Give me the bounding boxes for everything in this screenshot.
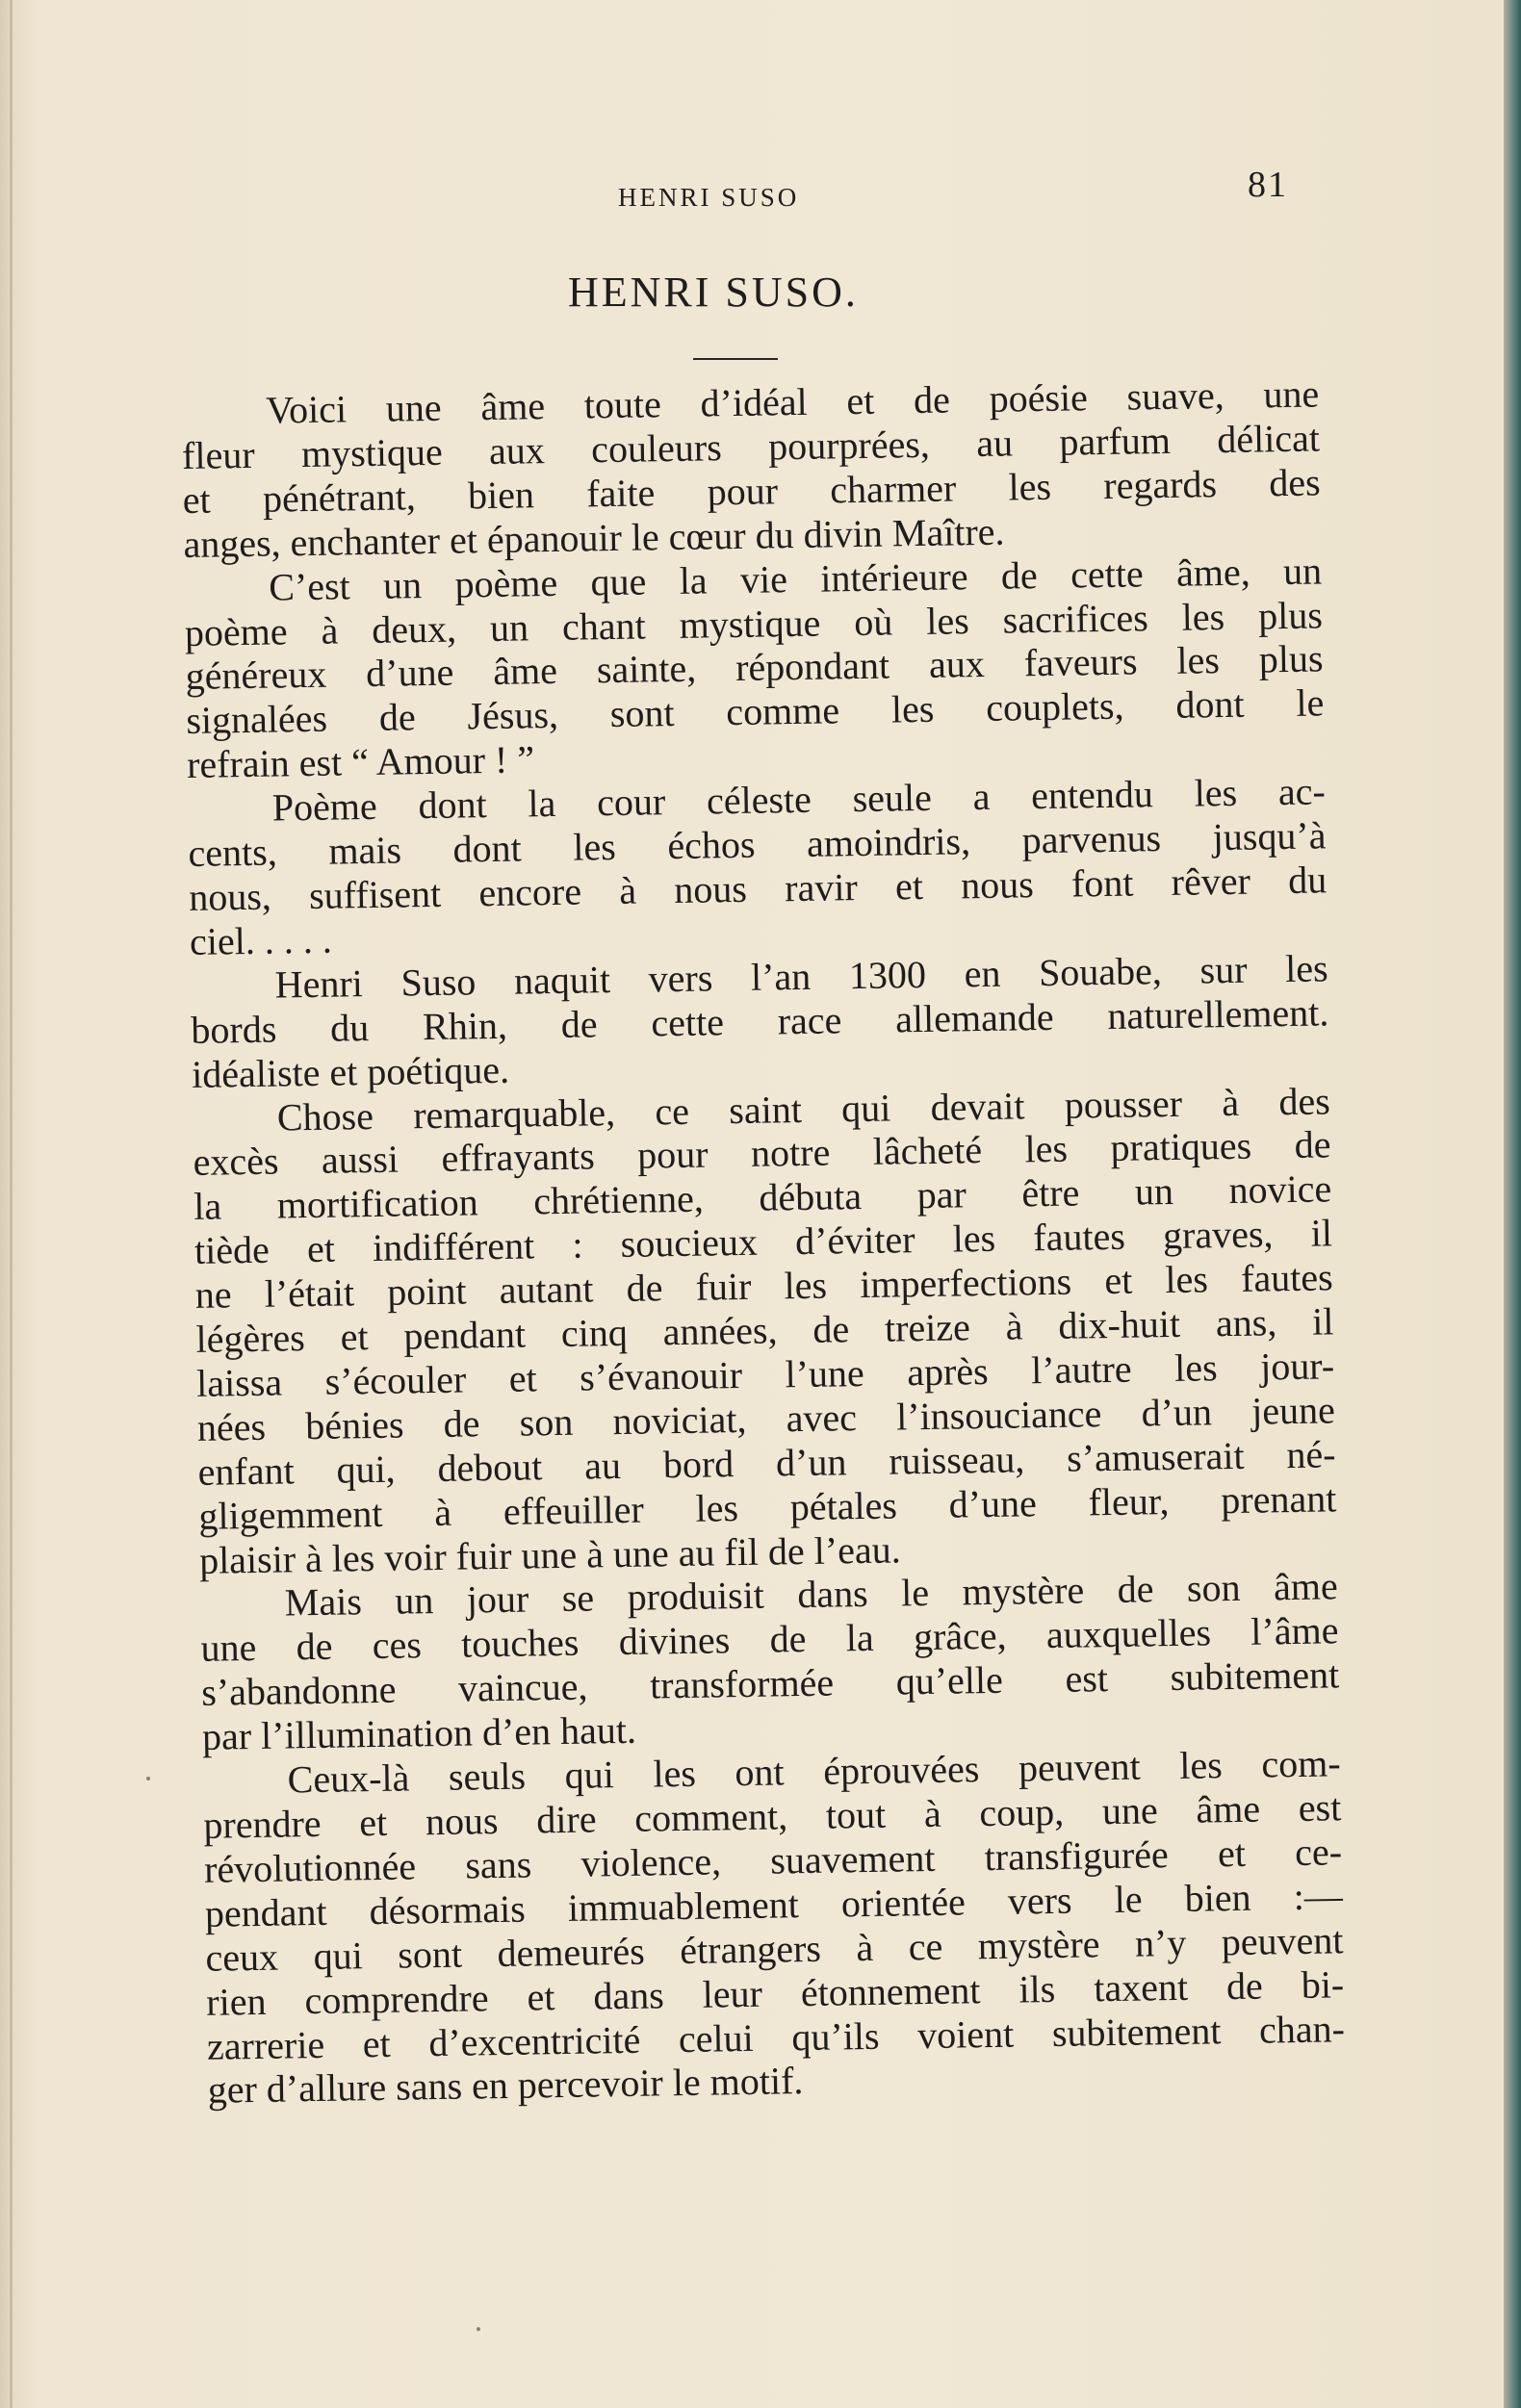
page-number: 81 (1248, 165, 1288, 205)
text-line: une de ces touches divines de la grâce, auxquelles l’âme (200, 1608, 1339, 1671)
text-line: ciel. . . . . (189, 917, 333, 963)
text-line: ceux qui sont demeurés étrangers à ce mystère n’y peuvent (205, 1917, 1344, 1980)
text-line: Chose remarquable, ce saint qui devait pousser à des (276, 1078, 1331, 1140)
text-line: enfant qui, debout au bord d’un ruisseau, s’amuserait né- (197, 1432, 1336, 1494)
text-line: rien comprendre et dans leur étonnement ils taxent de bi- (205, 1961, 1345, 2024)
text-line: tiède et indifférent : soucieux d’éviter les fautes graves, il (193, 1211, 1333, 1273)
text-line: plaisir à les voir fuir une à une au fil de l’eau. (198, 1526, 901, 1582)
text-line: gligemment à effeuiller les pétales d’une fleur, prenant (198, 1475, 1337, 1538)
text-line: nées bénies de son noviciat, avec l’insouciance d’un jeune (196, 1388, 1336, 1449)
body-text (181, 371, 1346, 2113)
text-line: Mais un jour se produisit dans le mystère de son âme (284, 1564, 1339, 1625)
text-line: Poème dont la cour céleste seule a entendu les ac- (271, 769, 1327, 830)
text-line: C’est un poème que la vie intérieure de cette âme, un (268, 549, 1323, 609)
text-line: poème à deux, un chant mystique où les sacrifices les plus (184, 592, 1324, 654)
text-line: fleur mystique aux couleurs pourprées, au parfum délicat (181, 416, 1321, 477)
margin-speck (146, 1777, 150, 1780)
chapter-title: HENRI SUSO. (568, 269, 859, 316)
running-head: HENRI SUSO (618, 183, 800, 212)
text-line: s’abandonne vaincue, transformée qu’elle est subitement (200, 1652, 1340, 1715)
text-line: bords du Rhin, de cette race allemande naturellement. (191, 990, 1329, 1052)
text-line: Voici une âme toute d’idéal et de poésie suave, une (265, 371, 1320, 432)
text-line: cents, mais dont les échos amoindris, parvenus jusqu’à (188, 813, 1327, 876)
text-line: anges, enchanter et épanouir le cœur du divin Maître. (183, 509, 1005, 566)
text-line: ger d’allure sans en percevoir le motif. (207, 2059, 804, 2113)
text-line: Ceux-là seuls qui les ont éprouvées peuvent les com- (287, 1741, 1341, 1802)
text-line: par l’illumination d’en haut. (201, 1707, 637, 1759)
text-line: zarrerie et d’excentricité celui qu’ils voient subitement chan- (206, 2006, 1346, 2068)
text-line: nous, suffisent encore à nous ravir et nous font rêver du (188, 858, 1328, 919)
text-line: généreux d’une âme sainte, répondant aux faveurs les plus (185, 636, 1324, 699)
text-line: légères et pendant cinq années, de treize à dix-huit ans, il (195, 1299, 1334, 1361)
title-rule (693, 358, 778, 360)
text-line: la mortification chrétienne, débuta par être un novice (193, 1166, 1332, 1229)
text-line: idéaliste et poétique. (191, 1047, 510, 1096)
page-gutter-edge (10, 0, 13, 2408)
text-line: prendre et nous dire comment, tout à coup, une âme est (203, 1785, 1342, 1847)
book-cover-edge (1504, 0, 1521, 2408)
text-line: et pénétrant, bien faite pour charmer les regards des (182, 460, 1322, 522)
text-line: excès aussi effrayants pour notre lâcheté les pratiques de (193, 1122, 1331, 1185)
text-line: signalées de Jésus, sont comme les couplets, dont le (186, 680, 1325, 743)
text-line: refrain est “ Amour ! ” (186, 737, 535, 787)
text-line: Henri Suso naquit vers l’an 1300 en Souabe, sur les (274, 946, 1328, 1007)
text-line: pendant désormais immuablement orientée vers le bien :— (204, 1874, 1344, 1935)
text-line: laissa s’écouler et s’évanouir l’une après l’autre les jour- (195, 1344, 1335, 1405)
text-line: ne l’était point autant de fuir les imperfections et les fautes (194, 1255, 1333, 1318)
text-line: révolutionnée sans violence, suavement transfigurée et ce- (203, 1830, 1343, 1891)
margin-speck (477, 2327, 480, 2331)
